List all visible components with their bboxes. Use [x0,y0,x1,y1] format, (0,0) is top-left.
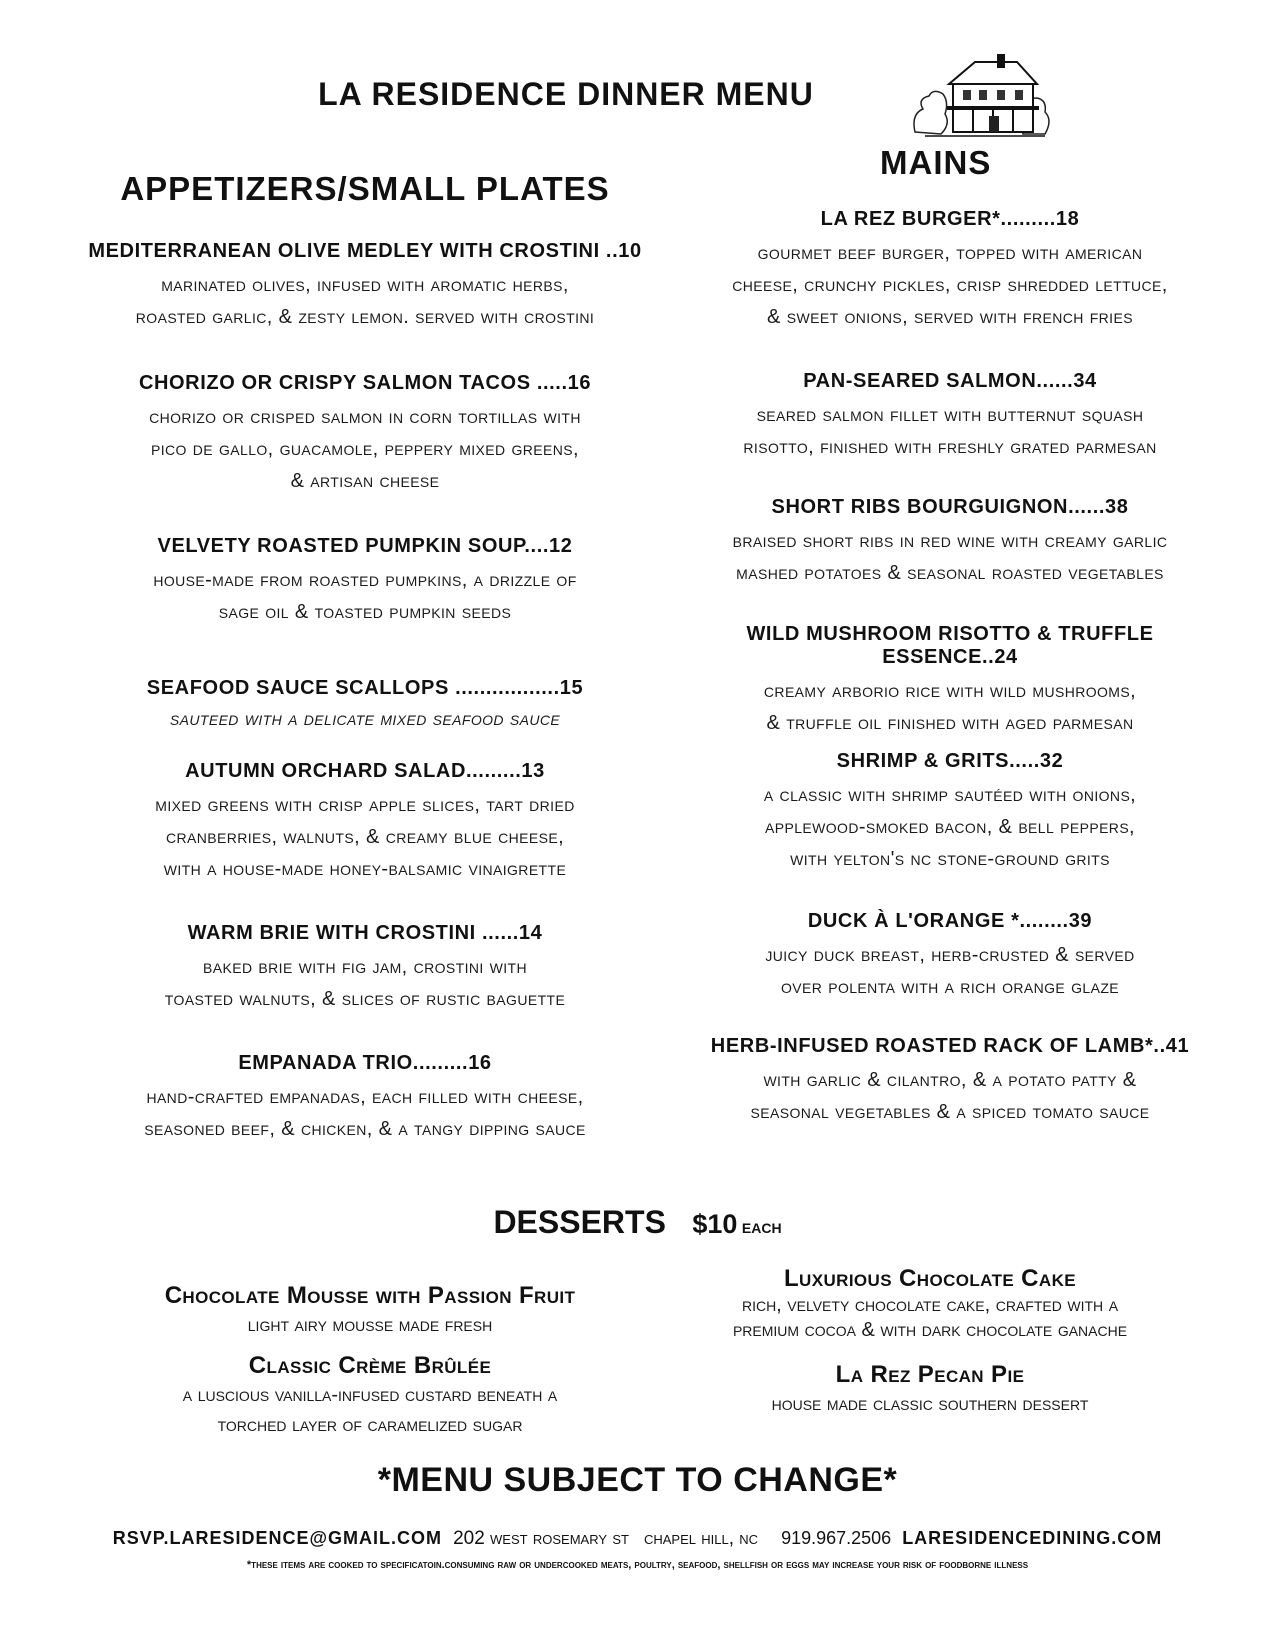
item-description-line: juicy duck breast, herb-crusted & served [765,944,1135,966]
item-description-line: & artisan cheese [290,470,440,492]
menu-item [680,1035,1220,1128]
item-description-line: risotto, finished with freshly grated parmesan [743,436,1157,458]
item-name: LA REZ BURGER*.........18 [820,208,1080,230]
dessert-description-line: rich, velvety chocolate cake, crafted with a [741,1294,1119,1316]
item-name: HERB-INFUSED ROASTED RACK OF LAMB*..41 [710,1035,1190,1057]
appetizers-heading: APPETIZERS/SMALL PLATES [120,170,610,207]
item-name: SHRIMP & GRITS.....32 [836,750,1064,772]
dessert-item [80,1352,660,1440]
dessert-item [80,1282,660,1340]
menu-item [680,370,1220,463]
dessert-name: Luxurious Chocolate Cake [783,1265,1076,1292]
dessert-description-line: house made classic southern dessert [771,1393,1089,1415]
item-description-line: seasonal vegetables & a spiced tomato sauce [750,1101,1150,1123]
mains-column [680,0,1220,1150]
dessert-name: La Rez Pecan Pie [835,1361,1025,1388]
appetizers-column [80,0,650,1150]
item-description-line: with a house-made honey-balsamic vinaigrette [163,858,567,880]
footer-address: 202 west rosemary st [453,1528,629,1549]
menu-item [680,910,1220,1003]
item-description-line: sage oil & toasted pumpkin seeds [218,601,512,623]
footer-city: chapel hill, nc [643,1528,759,1549]
item-description-line: sauteed with a delicate mixed seafood sauce [169,708,561,730]
item-name: VELVETY ROASTED PUMPKIN SOUP....12 [157,535,573,557]
item-description-line: with yelton's nc stone-ground grits [790,848,1110,870]
menu-item [80,677,650,732]
menu-item [80,372,650,497]
dessert-item [650,1265,1210,1343]
menu-item [680,496,1220,589]
menu-item [80,1052,650,1145]
footer-contact [0,1528,1275,1550]
dessert-description-line: a luscious vanilla-infused custard beneath a [182,1384,558,1406]
item-description-line: with garlic & cilantro, & a potato patty & [763,1069,1137,1091]
item-description-line: baked brie with fig jam, crostini with [203,956,527,978]
item-description-line: gourmet beef burger, topped with american [757,242,1143,264]
dessert-name: Chocolate Mousse with Passion Fruit [164,1282,576,1309]
dessert-item [650,1361,1210,1419]
item-description-line: roasted garlic, & zesty lemon. served with crostini [135,306,595,328]
item-name: DUCK À L'ORANGE *........39 [807,910,1093,932]
dessert-description-line: torched layer of caramelized sugar [217,1414,523,1436]
menu-item [80,760,650,885]
item-description-line: marinated olives, infused with aromatic herbs, [161,274,569,296]
item-name: EMPANADA TRIO.........16 [238,1052,492,1074]
desserts-right-column [650,1265,1210,1419]
item-description-line: creamy arborio rice with wild mushrooms, [763,680,1137,702]
item-description-line: & sweet onions, served with french fries [767,306,1133,328]
menu-item [80,535,650,628]
menu-item [680,750,1220,875]
item-description-line: mixed greens with crisp apple slices, tart dried [155,794,575,816]
item-name: MEDITERRANEAN OLIVE MEDLEY WITH CROSTINI ..10 [88,240,642,262]
desserts-title: DESSERTS [493,1204,666,1240]
item-name: WARM BRIE WITH CROSTINI ......14 [187,922,543,944]
dessert-description-line: premium cocoa & with dark chocolate ganache [732,1319,1128,1341]
menu-item [80,922,650,1015]
dessert-description-line: light airy mousse made fresh [247,1314,493,1336]
desserts-price-suffix: each [741,1216,782,1238]
item-description-line: toasted walnuts, & slices of rustic baguette [164,988,566,1010]
item-description-line: a classic with shrimp sautéed with onions, [763,784,1137,806]
item-description-line: seared salmon fillet with butternut squash [756,404,1144,426]
item-description-line: cranberries, walnuts, & creamy blue cheese, [165,826,565,848]
item-description-line: pico de gallo, guacamole, peppery mixed greens, [151,438,579,460]
item-description-line: applewood-smoked bacon, & bell peppers, [764,816,1136,838]
menu-item [80,240,650,333]
item-description-line: & truffle oil finished with aged parmesan [766,712,1134,734]
desserts-heading [0,1204,1275,1241]
item-name: SHORT RIBS BOURGUIGNON......38 [771,496,1129,518]
desserts-price: $10 [692,1209,738,1239]
menu-title: LA RESIDENCE DINNER MENU [318,76,814,112]
footer-phone: 919.967.2506 [781,1528,892,1548]
item-description-line: over polenta with a rich orange glaze [780,976,1120,998]
footer-website[interactable]: LARESIDENCEDINING.COM [902,1528,1163,1548]
item-description-line: house-made from roasted pumpkins, a drizzle of [153,569,577,591]
mains-heading: MAINS [880,144,992,181]
item-description-line: cheese, crunchy pickles, crisp shredded lettuce, [732,274,1168,296]
menu-item [680,208,1220,333]
desserts-left-column [80,1282,660,1440]
menu-change-notice: *MENU SUBJECT TO CHANGE* [377,1461,898,1499]
footer-disclaimer: *these items are cooked to specificatoin.consuming raw or undercooked meats, poultry, seafood, shellfish or eggs may increase your risk of foodborne illness [246,1559,1029,1571]
item-description-line: mashed potatoes & seasonal roasted vegetables [736,562,1164,584]
item-name: WILD MUSHROOM RISOTTO & TRUFFLE ESSENCE..24 [746,623,1154,668]
item-name: AUTUMN ORCHARD SALAD.........13 [185,760,545,782]
item-name: CHORIZO OR CRISPY SALMON TACOS .....16 [138,372,592,394]
item-description-line: seasoned beef, & chicken, & a tangy dipping sauce [144,1118,586,1140]
footer-email[interactable]: RSVP.LARESIDENCE@GMAIL.COM [112,1528,443,1548]
item-description-line: hand-crafted empanadas, each filled with cheese, [146,1086,584,1108]
item-description-line: braised short ribs in red wine with creamy garlic [732,530,1168,552]
menu-item [680,623,1220,739]
item-name: PAN-SEARED SALMON......34 [803,370,1097,392]
item-description-line: chorizo or crisped salmon in corn tortillas with [149,406,581,428]
dessert-name: Classic Crème Brûlée [248,1352,492,1379]
item-name: SEAFOOD SAUCE SCALLOPS .................15 [146,677,584,699]
